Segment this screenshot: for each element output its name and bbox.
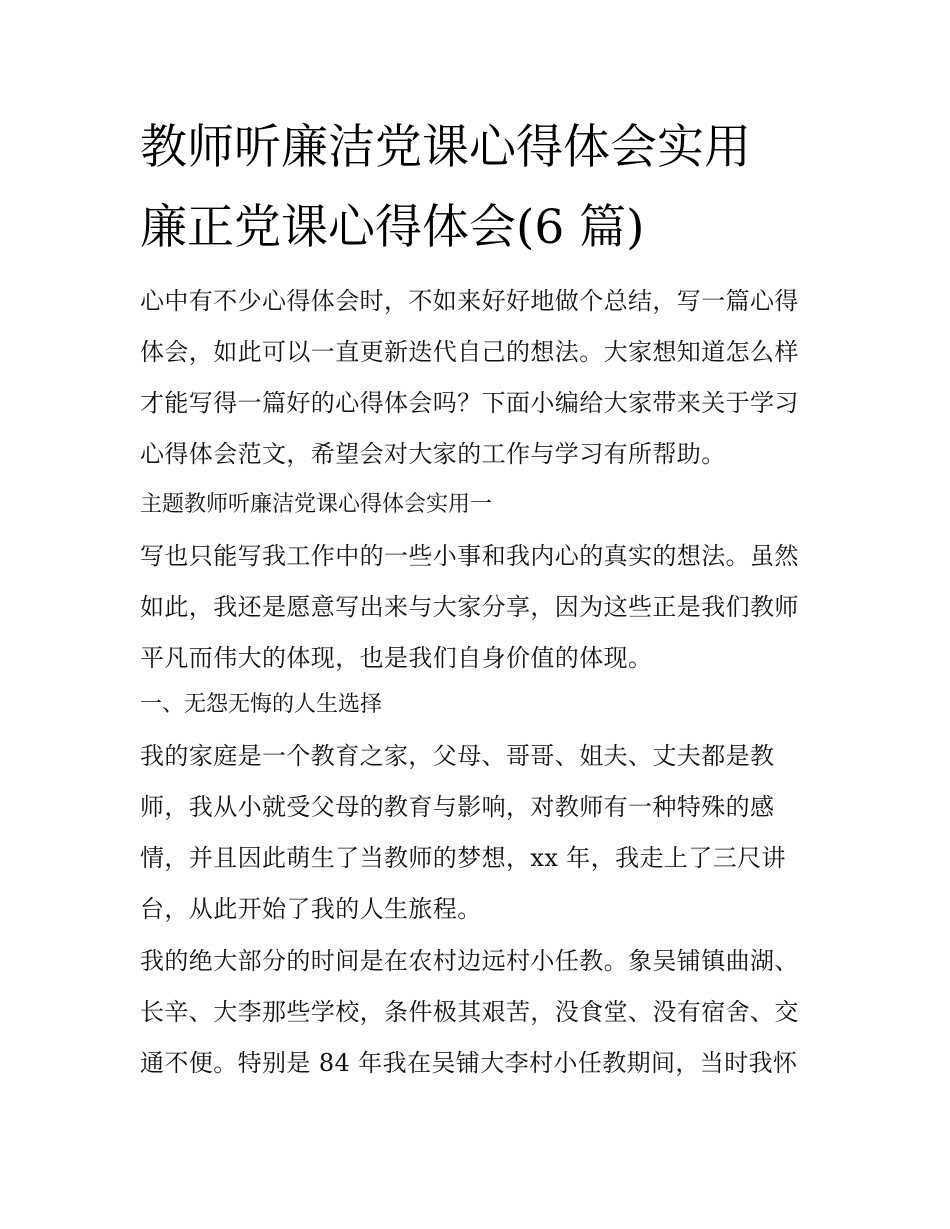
section-paragraph-1: 写也只能写我工作中的一些小事和我内心的真实的想法。虽然如此，我还是愿意写出来与大家分享，因为这些正是我们教师平凡而伟大的体现，也是我们自身价值的体现。 <box>140 542 799 672</box>
subheading: 一、无怨无悔的人生选择 <box>140 692 383 717</box>
document-title-line-2: 廉正党课心得体会(6 篇) <box>140 200 645 255</box>
document-title-line-1: 教师听廉洁党课心得体会实用 <box>140 120 751 175</box>
section-paragraph-2: 我的家庭是一个教育之家，父母、哥哥、姐夫、丈夫都是教师，我从小就受父母的教育与影响，对教师有一种特殊的感情，并且因此萌生了当教师的梦想，xx 年，我走上了三尺讲台，从此开始了我的人生旅程。 <box>140 742 786 923</box>
intro-paragraph: 心中有不少心得体会时，不如来好好地做个总结，写一篇心得体会，如此可以一直更新迭代自己的想法。大家想知道怎么样才能写得一篇好的心得体会吗？下面小编给大家带来关于学习心得体会范文，希望会对大家的工作与学习有所帮助。 <box>140 287 799 468</box>
section-paragraph-3: 我的绝大部分的时间是在农村边远村小任教。象吴铺镇曲湖、长辛、大李那些学校，条件极其艰苦，没食堂、没有宿舍、交通不便。特别是 84 年我在吴铺大李村小任教期间，当时我怀 <box>140 947 799 1077</box>
section-heading: 主题教师听廉洁党课心得体会实用一 <box>140 492 493 517</box>
